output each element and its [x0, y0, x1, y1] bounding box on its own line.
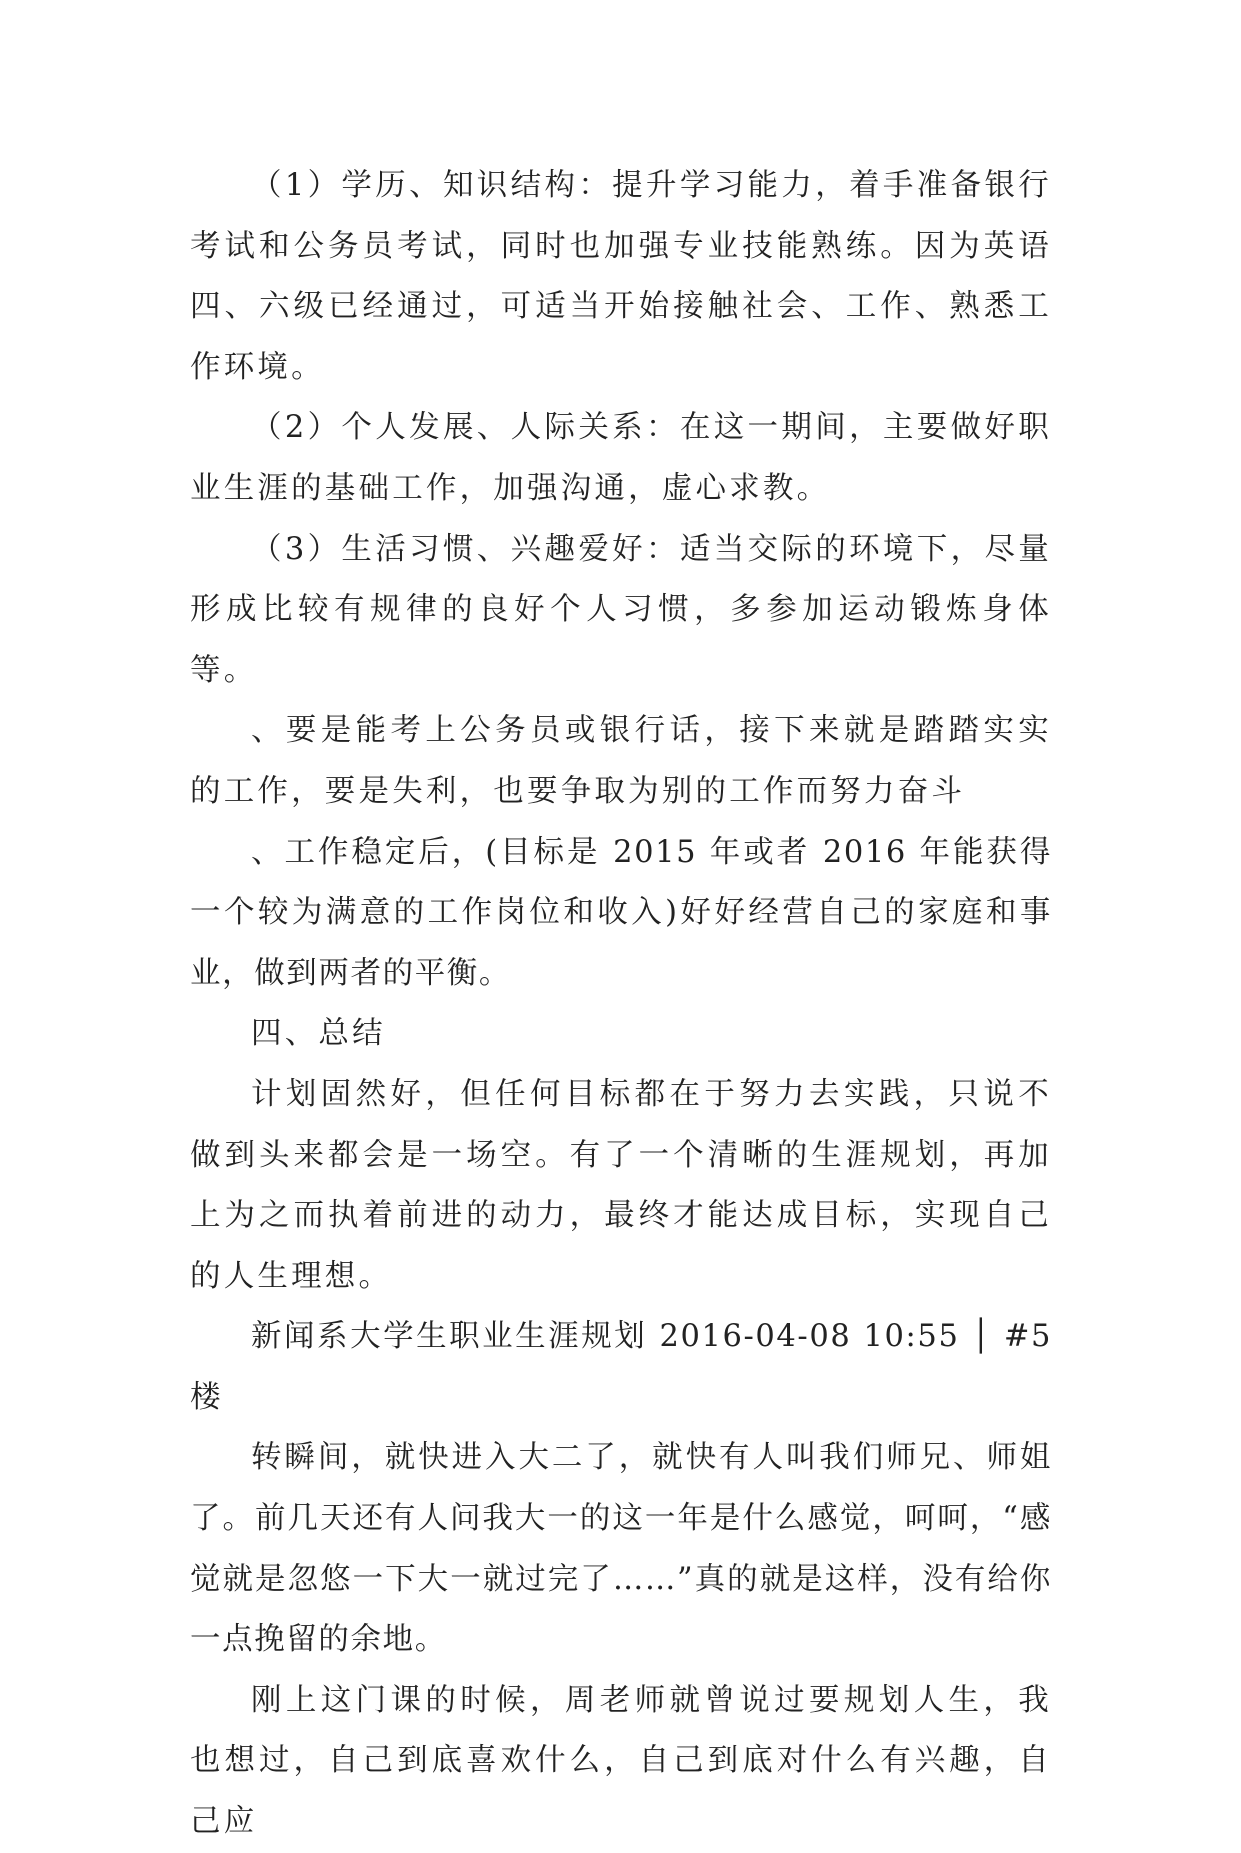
paragraph-sophomore-intro: 转瞬间，就快进入大二了，就快有人叫我们师兄、师姐了。前几天还有人问我大一的这一年是什么感觉，呵呵，“感觉就是忽悠一下大一就过完了……”真的就是这样，没有给你一点挽留的余地。 [190, 1440, 1052, 1658]
post-header-line: 新闻系大学生职业生涯规划 2016-04-08 10:55 │ #5 楼 [190, 1319, 1052, 1415]
paragraph-summary: 计划固然好，但任何目标都在于努力去实践，只说不做到头来都会是一场空。有了一个清晰的生涯规划，再加上为之而执着前进的动力，最终才能达成目标，实现自己的人生理想。 [190, 1076, 1052, 1294]
paragraph-course-reflection: 刚上这门课的时候，周老师就曾说过要规划人生，我也想过，自己到底喜欢什么，自己到底对什么有兴趣，自己应 [190, 1682, 1052, 1840]
section-heading-summary: 四、总结 [251, 1016, 386, 1052]
paragraph-personal-development: （2）个人发展、人际关系：在这一期间，主要做好职业生涯的基础工作，加强沟通，虚心求教。 [190, 410, 1052, 506]
document-body [190, 156, 1052, 1853]
paragraph-exam-plan: 、要是能考上公务员或银行话，接下来就是踏踏实实的工作，要是失利，也要争取为别的工作而努力奋斗 [190, 713, 1052, 809]
paragraph-career-goal: 、工作稳定后，(目标是 2015 年或者 2016 年能获得一个较为满意的工作岗位和收入)好好经营自己的家庭和事业，做到两者的平衡。 [190, 834, 1052, 991]
paragraph-life-habits: （3）生活习惯、兴趣爱好：适当交际的环境下，尽量形成比较有规律的良好个人习惯，多参加运动锻炼身体等。 [190, 531, 1052, 688]
paragraph-education: （1）学历、知识结构：提升学习能力，着手准备银行考试和公务员考试，同时也加强专业技能熟练。因为英语四、六级已经通过，可适当开始接触社会、工作、熟悉工作环境。 [190, 168, 1052, 385]
